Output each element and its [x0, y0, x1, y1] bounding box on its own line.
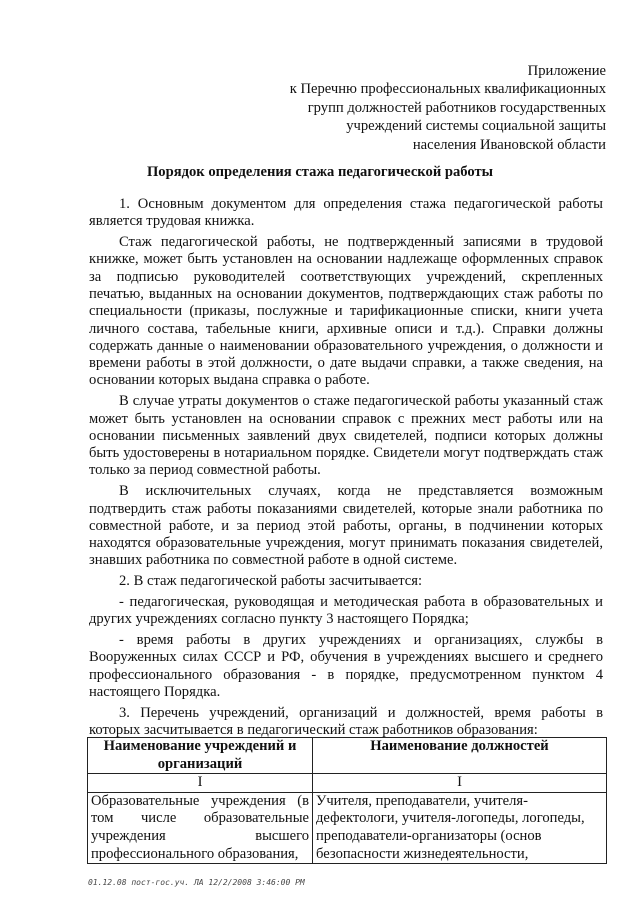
print-footer: 01.12.08 пост-гос.уч. ЛА 12/2/2008 3:46:00 PM	[88, 878, 305, 887]
appendix-header	[246, 62, 606, 154]
paragraph-8: 3. Перечень учреждений, организаций и должностей, время работы в которых засчитывается в педагогический стаж работников образования:	[89, 704, 603, 739]
positions-table	[87, 737, 607, 864]
paragraph-5: 2. В стаж педагогической работы засчитывается:	[119, 573, 423, 590]
appendix-line: Приложение	[527, 63, 606, 79]
appendix-line: учреждений системы социальной защиты	[346, 118, 606, 135]
appendix-line: населения Ивановской области	[412, 136, 606, 153]
header-positions: Наименование должностей	[313, 738, 607, 774]
institution-cell: Образовательные учреждения (в том числе образовательные учреждения высшего профессионального образования,	[88, 792, 313, 863]
positions-cell: Учителя, преподаватели, учителя-дефектологи, учителя-логопеды, логопеды, преподаватели-организаторы (основ безопасности жизнедеятельности,	[313, 792, 607, 863]
table-row	[88, 792, 607, 863]
paragraph-2: Стаж педагогической работы, не подтвержденный записями в трудовой книжке, может быть установлен на основании надлежаще оформленных справок за подписью руководителей соответствующих учреждений, скрепленных печатью, выданных на основании документов, подтверждающих стаж работы по специальности (приказы, послужные и тарификационные списки, книги учета личного состава, табельные книги, архивные описи и т.д.). Справки должны содержать данные о наименовании образовательного учреждения, о должности и времени работы в этой должности, о дате выдачи справки, а также сведения, на основании которых выдана справка о работе.	[89, 234, 603, 389]
document-body	[89, 196, 603, 743]
paragraph-7: - время работы в других учреждениях и организациях, службы в Вооруженных силах СССР и РФ, обучения в учреждениях высшего и среднего профессионального образования - в порядке, предусмотренном пунктом 4 настоящего Порядка.	[89, 632, 603, 701]
paragraph-6: - педагогическая, руководящая и методическая работа в образовательных и других учреждениях согласно пункту 3 настоящего Порядка;	[89, 594, 603, 628]
paragraph-1: 1. Основным документом для определения стажа педагогической работы является трудовая книжка.	[89, 196, 603, 230]
column-number: I	[88, 774, 313, 793]
appendix-line: групп должностей работников государственных	[307, 99, 606, 116]
document-title: Порядок определения стажа педагогической работы	[146, 164, 494, 180]
table-header-row	[88, 738, 607, 774]
paragraph-3: В случае утраты документов о стаже педагогической работы указанный стаж может быть установлен на основании справок с прежних мест работы или на основании письменных заявлений двух свидетелей, подписи которых должны быть удостоверены в нотариальном порядке. Свидетели могут подтверждать стаж только за период совместной работы.	[89, 393, 603, 479]
header-institutions: Наименование учреждений и организаций	[88, 738, 313, 774]
paragraph-4: В исключительных случаях, когда не представляется возможным подтвердить стаж работы показаниями свидетелей, которые знали работника по совместной работе, и за период этой работы, органы, в подчинении которых находятся образовательные учреждения, могут принимать показания свидетелей, знавших работника по совместной работе в одной системе.	[89, 483, 603, 569]
appendix-line: к Перечню профессиональных квалификационных	[289, 81, 606, 98]
column-number: I	[313, 774, 607, 793]
table-number-row	[88, 774, 607, 793]
